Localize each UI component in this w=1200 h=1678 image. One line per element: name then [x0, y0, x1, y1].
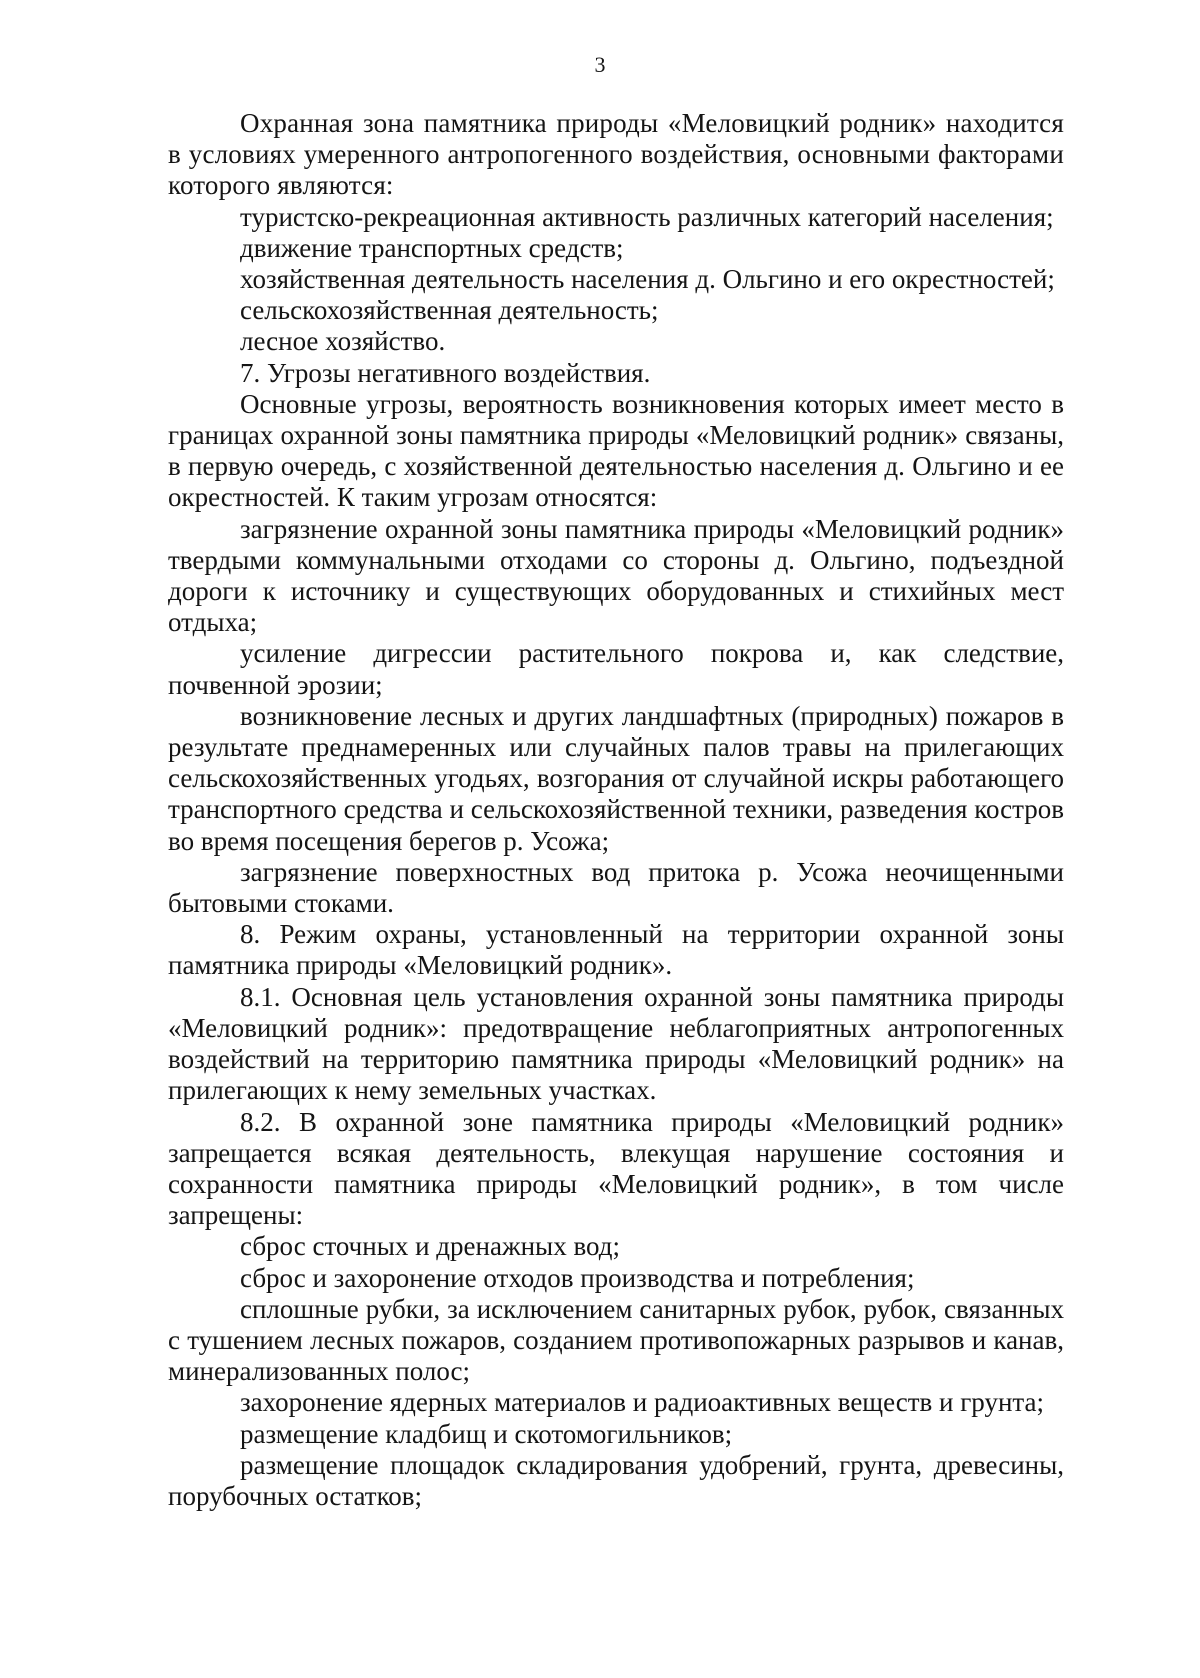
list-item-water-pollution: загрязнение поверхностных вод притока р. Усожа неочищенными бытовыми стоками. — [168, 856, 1064, 919]
list-item-nuclear-burial: захоронение ядерных материалов и радиоактивных веществ и грунта; — [240, 1387, 1045, 1418]
list-item-wastewater-discharge: сброс сточных и дренажных вод; — [240, 1231, 620, 1262]
list-item-forestry: лесное хозяйство. — [240, 326, 446, 357]
paragraph-security-zone-conditions: Охранная зона памятника природы «Меловицкий родник» находится в условиях умеренного антропогенного воздействия, основными факторами которого являются: — [168, 108, 1064, 201]
list-item-cemeteries: размещение кладбищ и скотомогильников; — [240, 1418, 733, 1449]
list-item-waste-pollution: загрязнение охранной зоны памятника природы «Меловицкий родник» твердыми коммунальными отходами со стороны д. Ольгино, подъездной дороги к источнику и существующих оборудованных и стихийных мест отдыха; — [168, 513, 1064, 638]
paragraph-main-threats: Основные угрозы, вероятность возникновения которых имеет место в границах охранной зоны памятника природы «Меловицкий родник» связаны, в первую очередь, с хозяйственной деятельностью населения д. Ольгино и ее окрестностей. К таким угрозам относятся: — [168, 388, 1064, 513]
section-heading-threats: 7. Угрозы негативного воздействия. — [240, 357, 651, 388]
list-item-economic-activity: хозяйственная деятельность населения д. Ольгино и его окрестностей; — [240, 264, 1055, 295]
list-item-clear-cutting: сплошные рубки, за исключением санитарных рубок, рубок, связанных с тушением лесных пожаров, созданием противопожарных разрывов и канав, минерализованных полос; — [168, 1293, 1064, 1387]
paragraph-8-1: 8.1. Основная цель установления охранной зоны памятника природы «Меловицкий родник»: предотвращение неблагоприятных антропогенных воздействий на территорию памятника природы «Меловицкий родник» на прилегающих к нему земельных участках. — [168, 981, 1064, 1106]
document-body — [168, 108, 1064, 1512]
section-heading-protection-regime: 8. Режим охраны, установленный на территории охранной зоны памятника природы «Меловицкий родник». — [168, 919, 1064, 981]
page-number: 3 — [594, 52, 606, 77]
paragraph-8-2: 8.2. В охранной зоне памятника природы «Меловицкий родник» запрещается всякая деятельность, влекущая нарушение состояния и сохранности памятника природы «Меловицкий родник», в том числе запрещены: — [168, 1106, 1064, 1231]
list-item-storage-sites: размещение площадок складирования удобрений, грунта, древесины, порубочных остатков; — [168, 1449, 1064, 1511]
list-item-transport: движение транспортных средств; — [240, 232, 624, 263]
list-item-agriculture: сельскохозяйственная деятельность; — [240, 295, 659, 326]
list-item-tourism: туристско-рекреационная активность различных категорий населения; — [240, 201, 1054, 232]
list-item-fires: возникновение лесных и других ландшафтных (природных) пожаров в результате преднамеренных или случайных палов травы на прилегающих сельскохозяйственных угодьях, возгорания от случайной искры работающего транспортного средства и сельскохозяйственной техники, разведения костров во время посещения берегов р. Усожа; — [168, 700, 1064, 856]
list-item-vegetation-digression: усиление дигрессии растительного покрова и, как следствие, почвенной эрозии; — [168, 638, 1064, 700]
list-item-waste-disposal: сброс и захоронение отходов производства и потребления; — [240, 1262, 915, 1293]
